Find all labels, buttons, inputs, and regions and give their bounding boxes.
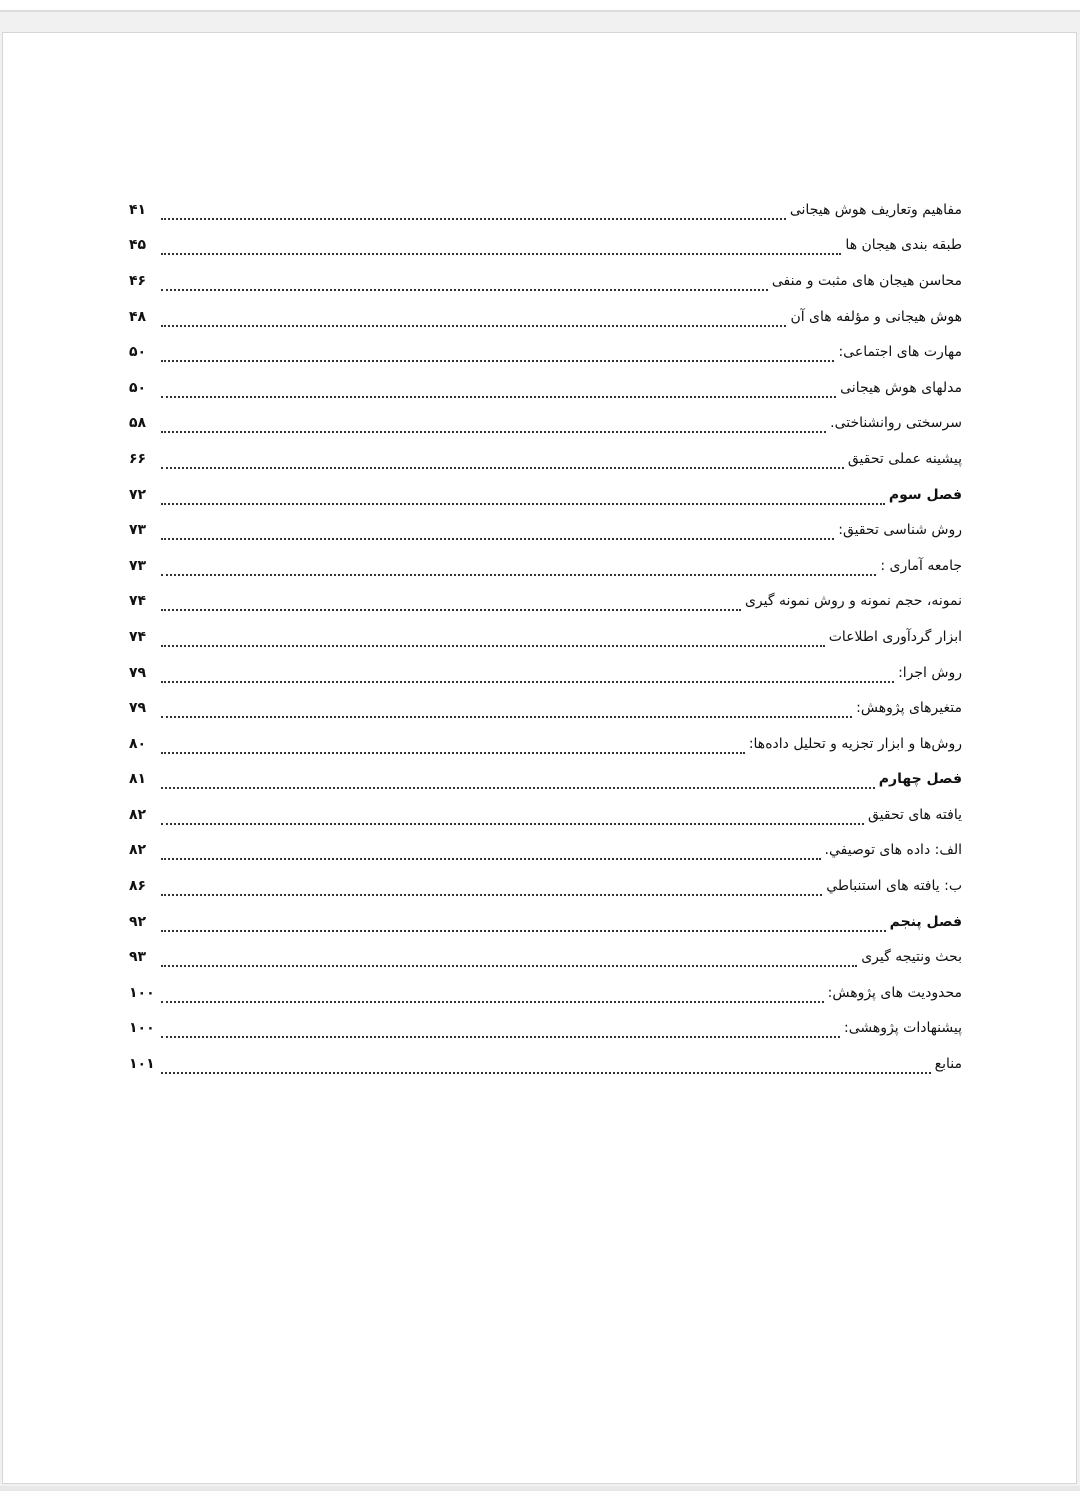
toc-entry[interactable] [129, 477, 962, 513]
toc-entry[interactable] [129, 762, 962, 798]
toc-entry-page-number: ۵۸ [129, 415, 147, 432]
toc-entry[interactable] [129, 619, 962, 655]
toc-entry-page-number: ۸۱ [129, 771, 147, 788]
toc-entry-title: هوش هیجانی و مؤلفه های آن [790, 308, 962, 325]
toc-entry-page-number: ۸۲ [129, 842, 147, 859]
toc-entry[interactable] [129, 406, 962, 442]
toc-dot-leader [161, 346, 834, 362]
toc-entry-title: فصل چهارم [878, 771, 962, 788]
toc-entry[interactable] [129, 833, 962, 869]
toc-dot-leader [161, 809, 864, 825]
toc-dot-leader [161, 951, 857, 967]
toc-dot-leader [161, 738, 745, 754]
toc-dot-leader [161, 311, 786, 327]
toc-entry-page-number: ۵۰ [129, 379, 147, 396]
toc-dot-leader [161, 1022, 840, 1038]
toc-entry-page-number: ۹۳ [129, 949, 147, 966]
toc-entry-page-number: ۵۰ [129, 344, 147, 361]
toc-entry-title: مدلهای هوش هیجانی [840, 379, 962, 396]
toc-entry[interactable] [129, 1046, 962, 1082]
toc-entry-page-number: ۹۲ [129, 913, 147, 930]
toc-entry-title: مهارت های اجتماعی: [838, 344, 962, 361]
toc-entry-title: منابع [934, 1056, 962, 1073]
toc-dot-leader [161, 524, 834, 540]
toc-entry-title: جامعه آماری : [880, 557, 962, 574]
toc-entry-title: الف: داده های توصیفي. [824, 842, 962, 859]
toc-entry-title: محاسن هیجان های مثبت و منفی [771, 272, 962, 289]
toc-entry-title: یافته های تحقیق [867, 806, 962, 823]
toc-entry-title: پیشینه عملی تحقیق [847, 450, 962, 467]
toc-entry-page-number: ۷۲ [129, 486, 147, 503]
toc-entry[interactable] [129, 192, 962, 228]
toc-entry-page-number: ۱۰۰ [129, 1020, 155, 1037]
toc-entry[interactable] [129, 1011, 962, 1047]
toc-entry[interactable] [129, 263, 962, 299]
viewer-bottom-strip [0, 1486, 1080, 1491]
toc-entry[interactable] [129, 299, 962, 335]
toc-entry[interactable] [129, 584, 962, 620]
toc-entry-title: فصل پنجم [889, 913, 962, 930]
toc-entry[interactable] [129, 939, 962, 975]
toc-entry-page-number: ۷۹ [129, 664, 147, 681]
table-of-contents [129, 192, 962, 1082]
toc-dot-leader [161, 382, 836, 398]
toc-entry[interactable] [129, 975, 962, 1011]
toc-dot-leader [161, 595, 741, 611]
toc-entry-page-number: ۴۶ [129, 272, 147, 289]
toc-entry-title: فصل سوم [888, 486, 962, 503]
toc-entry[interactable] [129, 548, 962, 584]
toc-dot-leader [161, 417, 826, 433]
toc-entry-page-number: ۷۴ [129, 628, 147, 645]
toc-entry[interactable] [129, 726, 962, 762]
toc-dot-leader [161, 275, 768, 291]
toc-dot-leader [161, 916, 886, 932]
toc-dot-leader [161, 880, 822, 896]
toc-entry[interactable] [129, 441, 962, 477]
toc-entry-title: نمونه، حجم نمونه و روش نمونه گیری [744, 593, 962, 610]
toc-dot-leader [161, 560, 876, 576]
toc-entry-title: بحث ونتیجه گیری [861, 949, 962, 966]
toc-entry[interactable] [129, 370, 962, 406]
toc-entry-title: مفاهیم وتعاریف هوش هیجانی [789, 201, 962, 218]
toc-entry[interactable] [129, 334, 962, 370]
toc-entry-page-number: ۸۶ [129, 878, 147, 895]
toc-entry[interactable] [129, 228, 962, 264]
toc-entry-title: روش اجرا: [898, 664, 962, 681]
toc-entry-title: متغیرهای پژوهش: [856, 700, 962, 717]
toc-entry-page-number: ۸۲ [129, 806, 147, 823]
toc-entry-page-number: ۱۰۰ [129, 984, 155, 1001]
toc-entry-page-number: ۶۶ [129, 450, 147, 467]
toc-entry-title: روش‌ها و ابزار تجزیه و تحلیل داده‌ها: [748, 735, 962, 752]
toc-entry-page-number: ۸۰ [129, 735, 147, 752]
toc-dot-leader [161, 204, 786, 220]
toc-dot-leader [161, 844, 821, 860]
toc-entry[interactable] [129, 904, 962, 940]
toc-dot-leader [161, 702, 852, 718]
toc-entry-title: ب: یافته های استنباطي [826, 878, 962, 895]
toc-entry-title: روش شناسی تحقیق: [838, 522, 962, 539]
toc-entry[interactable] [129, 690, 962, 726]
toc-entry-page-number: ۷۳ [129, 522, 147, 539]
toc-entry-page-number: ۴۱ [129, 201, 147, 218]
viewer-top-strip [0, 0, 1080, 12]
toc-entry-title: ابزار گردآوری اطلاعات [828, 628, 962, 645]
toc-dot-leader [161, 1058, 931, 1074]
toc-entry-page-number: ۷۴ [129, 593, 147, 610]
toc-entry-page-number: ۴۸ [129, 308, 147, 325]
toc-entry-title: پیشنهادات پژوهشی: [844, 1020, 962, 1037]
toc-entry-title: طبقه بندی هیجان ها [845, 237, 962, 254]
toc-dot-leader [161, 239, 841, 255]
toc-entry[interactable] [129, 797, 962, 833]
toc-entry-title: محدودیت های پژوهش: [827, 984, 962, 1001]
toc-dot-leader [161, 773, 875, 789]
toc-entry-page-number: ۷۳ [129, 557, 147, 574]
toc-entry-page-number: ۷۹ [129, 700, 147, 717]
document-page[interactable] [2, 32, 1077, 1484]
toc-entry[interactable] [129, 512, 962, 548]
toc-entry[interactable] [129, 655, 962, 691]
toc-dot-leader [161, 453, 844, 469]
toc-entry-page-number: ۴۵ [129, 237, 147, 254]
toc-dot-leader [161, 667, 894, 683]
toc-entry-page-number: ۱۰۱ [129, 1056, 155, 1073]
toc-dot-leader [161, 987, 824, 1003]
toc-entry[interactable] [129, 868, 962, 904]
toc-entry-title: سرسختی روانشناختی. [830, 415, 962, 432]
toc-dot-leader [161, 631, 825, 647]
toc-dot-leader [161, 489, 885, 505]
